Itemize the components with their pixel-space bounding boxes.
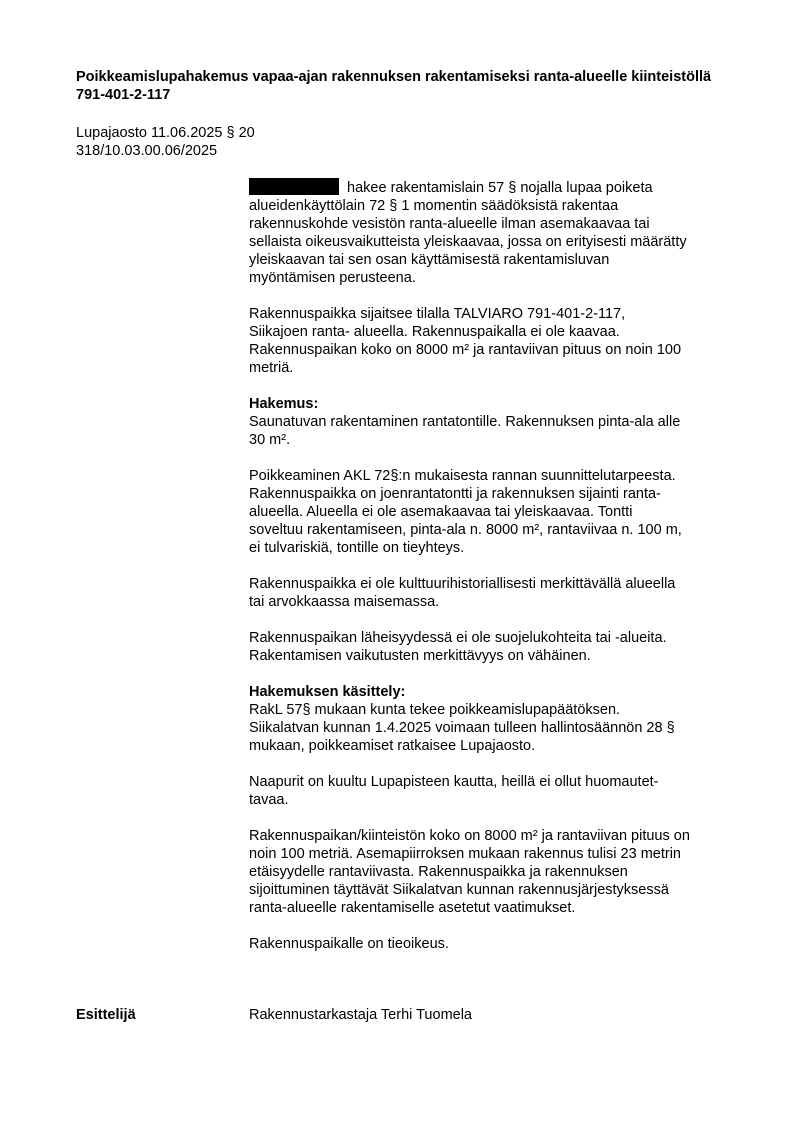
application-line: Saunatuvan rakentaminen rantatontille. Rakennuksen pinta-ala alle	[249, 414, 681, 430]
intro-line: alueidenkäyttölain 72 § 1 momentin säädöksistä rakentaa	[249, 198, 619, 214]
assessment-line: sijoittuminen täyttävät Siikalatvan kunnan rakennusjärjestyksessä	[249, 882, 669, 898]
presenter-name: Rakennustarkastaja Terhi Tuomela	[249, 1007, 472, 1023]
application-section	[249, 395, 739, 449]
intro-line: rakennuskohde vesistön ranta-alueelle ilman asemakaavaa tai	[249, 216, 650, 232]
location-line: Rakennuspaikan koko on 8000 m² ja rantaviivan pituus on noin 100	[249, 342, 682, 358]
protection-line: Rakennuspaikan läheisyydessä ei ole suojelukohteita tai -alueita.	[249, 630, 667, 646]
deviation-line: ei tulvariskiä, tontille on tieyhteys.	[249, 540, 465, 556]
assessment-line: ranta-alueelle rakentamiselle asetetut vaatimukset.	[249, 900, 576, 916]
intro-line: sellaista oikeusvaikutteista yleiskaavaa, jossa on erityisesti määrätty	[249, 234, 687, 250]
meeting-info	[76, 124, 255, 160]
intro-line: myöntämisen perusteena.	[249, 270, 416, 286]
deviation-line: soveltuu rakentamiseen, pinta-ala n. 8000 m², rantaviivaa n. 100 m,	[249, 522, 682, 538]
road-access-paragraph	[249, 935, 739, 953]
intro-paragraph	[249, 178, 739, 287]
processing-line: Siikalatvan kunnan 1.4.2025 voimaan tulleen hallintosäännön 28 §	[249, 720, 675, 736]
neighbors-line: Naapurit on kuultu Lupapisteen kautta, heillä ei ollut huomautet-	[249, 774, 659, 790]
presenter-label: Esittelijä	[76, 1007, 136, 1023]
location-paragraph	[249, 305, 739, 377]
assessment-paragraph	[249, 827, 739, 917]
assessment-line: noin 100 metriä. Asemapiirroksen mukaan rakennus tulisi 23 metrin	[249, 846, 681, 862]
record-id: 318/10.03.00.06/2025	[76, 143, 218, 159]
processing-line: mukaan, poikkeamiset ratkaisee Lupajaosto.	[249, 738, 536, 754]
protection-paragraph	[249, 629, 739, 665]
road-access-line: Rakennuspaikalle on tieoikeus.	[249, 936, 449, 952]
neighbors-paragraph	[249, 773, 739, 809]
location-line: Siikajoen ranta- alueella. Rakennuspaikalla ei ole kaavaa.	[249, 324, 620, 340]
location-line: metriä.	[249, 360, 294, 376]
application-line: 30 m².	[249, 432, 291, 448]
heritage-paragraph	[249, 575, 739, 611]
body-column	[249, 178, 739, 971]
heritage-line: tai arvokkaassa maisemassa.	[249, 594, 440, 610]
processing-section	[249, 683, 739, 755]
heritage-line: Rakennuspaikka ei ole kulttuurihistoriallisesti merkittävällä alueella	[249, 576, 676, 592]
intro-line: yleiskaavan tai sen osan käyttämisestä rakentamisluvan	[249, 252, 610, 268]
redacted-applicant-name	[249, 178, 339, 195]
neighbors-line: tavaa.	[249, 792, 289, 808]
deviation-line: alueella. Alueella ei ole asemakaavaa tai yleiskaavaa. Tontti	[249, 504, 633, 520]
processing-line: RakL 57§ mukaan kunta tekee poikkeamislupapäätöksen.	[249, 702, 621, 718]
protection-line: Rakentamisen vaikutusten merkittävyys on vähäinen.	[249, 648, 591, 664]
meeting-reference: Lupajaosto 11.06.2025 § 20	[76, 125, 255, 141]
location-line: Rakennuspaikka sijaitsee tilalla TALVIARO 791-401-2-117,	[249, 306, 626, 322]
application-heading: Hakemus:	[249, 396, 319, 412]
document-title: Poikkeamislupahakemus vapaa-ajan rakennuksen rakentamiseksi ranta-alueelle kiinteistöllä 791-401-2-117	[76, 69, 712, 103]
processing-heading: Hakemuksen käsittely:	[249, 684, 406, 700]
deviation-line: Rakennuspaikka on joenrantatontti ja rakennuksen sijainti ranta-	[249, 486, 661, 502]
intro-line: hakee rakentamislain 57 § nojalla lupaa poiketa	[249, 178, 739, 197]
deviation-line: Poikkeaminen AKL 72§:n mukaisesta rannan suunnittelutarpeesta.	[249, 468, 676, 484]
assessment-line: etäisyydelle rantaviivasta. Rakennuspaikka ja rakennuksen	[249, 864, 628, 880]
assessment-line: Rakennuspaikan/kiinteistön koko on 8000 m² ja rantaviivan pituus on	[249, 828, 690, 844]
deviation-paragraph	[249, 467, 739, 557]
